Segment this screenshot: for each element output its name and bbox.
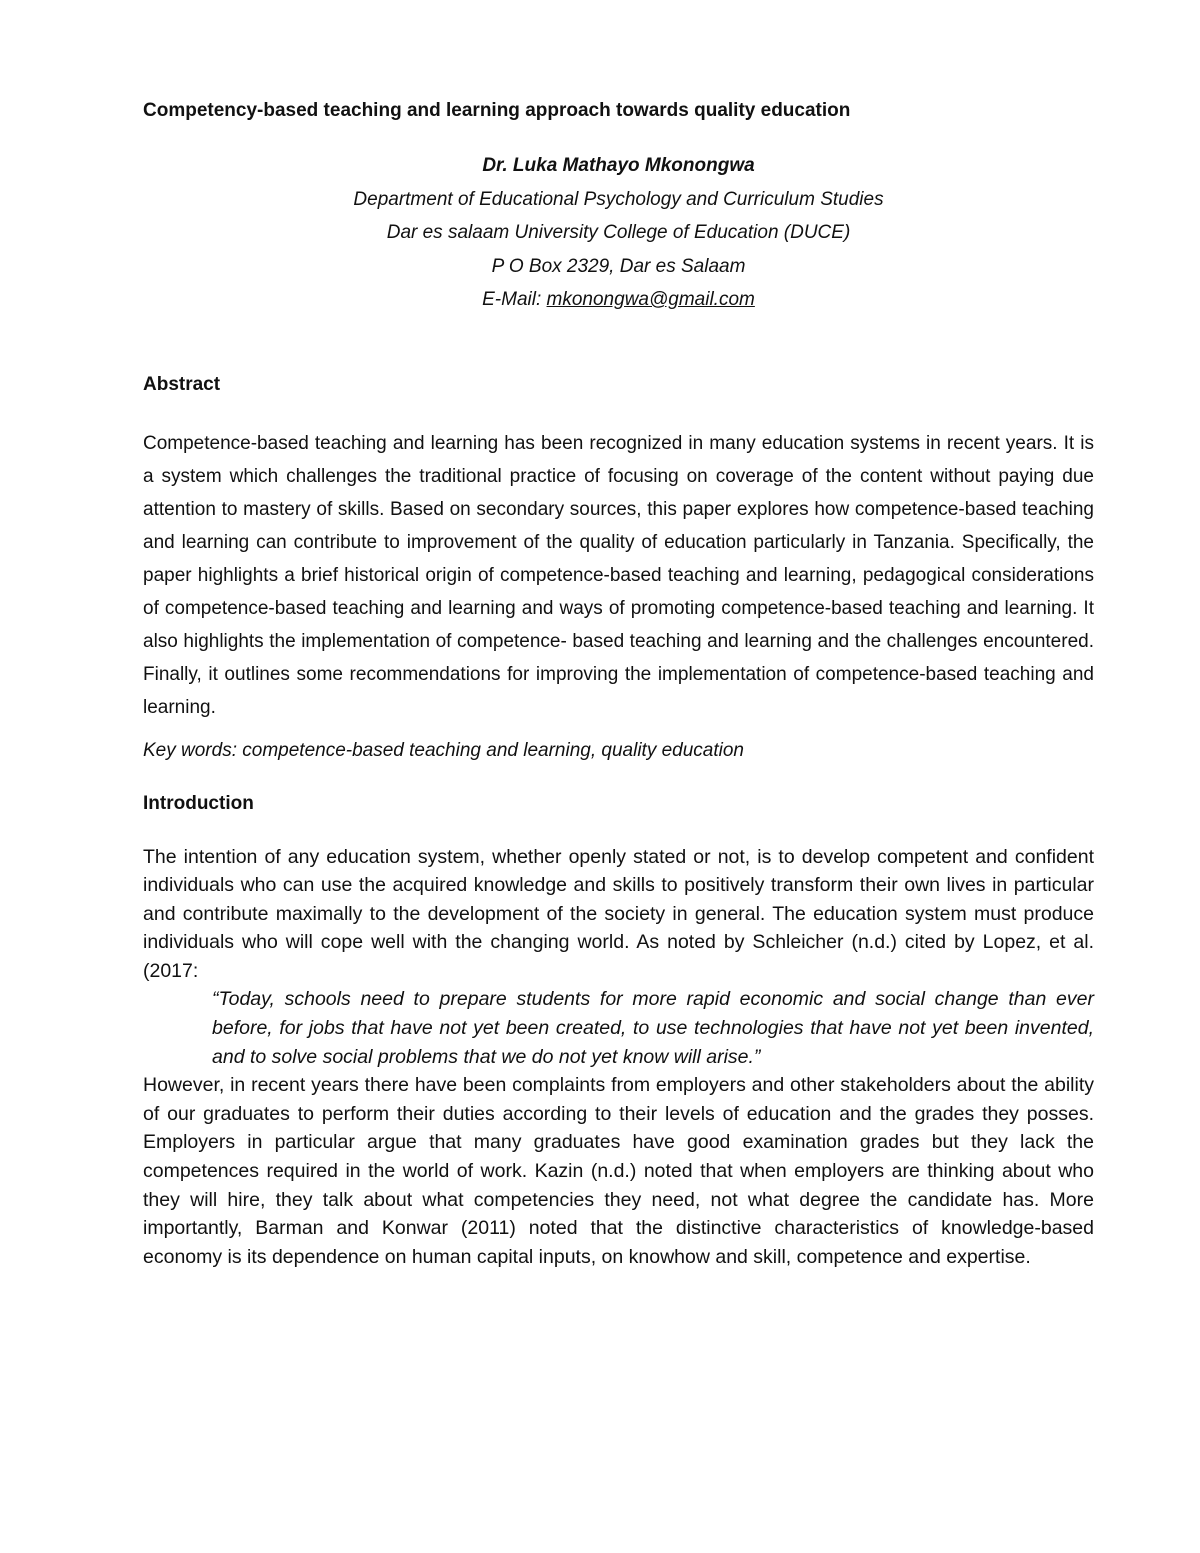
introduction-paragraph-2: However, in recent years there have been complaints from employers and other stakeholders about the ability of our graduates to perform their duties according to their levels of education and the grades they posses. Employers in particular argue that many graduates have good examination grades but they lack the competences required in the world of work. Kazin (n.d.) noted that when employers are thinking about who they will hire, they talk about what competencies they need, not what degree the candidate has. More importantly, Barman and Konwar (2011) noted that the distinctive characteristics of knowledge-based economy is its dependence on human capital inputs, on knowhow and skill, competence and expertise. xyxy=(143,1074,1094,1268)
abstract-heading: Abstract xyxy=(143,373,221,395)
keywords: Key words: competence-based teaching and learning, quality education xyxy=(143,739,744,761)
email-link[interactable]: mkonongwa@gmail.com xyxy=(546,289,755,310)
author-block xyxy=(143,149,1094,317)
document-page xyxy=(143,98,1094,1271)
author-name: Dr. Luka Mathayo Mkonongwa xyxy=(482,155,755,176)
email-label: E-Mail: xyxy=(482,289,547,310)
author-department: Department of Educational Psychology and Curriculum Studies xyxy=(353,188,884,210)
block-quote: “Today, schools need to prepare students for more rapid economic and social change than ever before, for jobs that have not yet been created, to use technologies that have not yet been invented, and to solve social problems that we do not yet know will arise.” xyxy=(212,988,1094,1068)
introduction-paragraph-1: The intention of any education system, whether openly stated or not, is to develop competent and confident individuals who can use the acquired knowledge and skills to positively transform their own lives in particular and contribute maximally to the development of the society in general. The education system must produce individuals who will cope well with the changing world. As noted by Schleicher (n.d.) cited by Lopez, et al. (2017: xyxy=(143,845,1094,982)
introduction-heading: Introduction xyxy=(143,792,254,814)
paper-title: Competency-based teaching and learning approach towards quality education xyxy=(143,100,851,121)
author-email-line xyxy=(143,283,1094,317)
author-address: P O Box 2329, Dar es Salaam xyxy=(491,255,746,277)
author-institution: Dar es salaam University College of Education (DUCE) xyxy=(386,222,851,243)
abstract-text: Competence-based teaching and learning has been recognized in many education systems in recent years. It is a system which challenges the traditional practice of focusing on coverage of the content without paying due attention to mastery of skills. Based on secondary sources, this paper explores how competence-based teaching and learning can contribute to improvement of the quality of education particularly in Tanzania. Specifically, the paper highlights a brief historical origin of competence-based teaching and learning, pedagogical considerations of competence-based teaching and learning and ways of promoting competence-based teaching and learning. It also highlights the implementation of competence- based teaching and learning and the challenges encountered. Finally, it outlines some recommendations for improving the implementation of competence-based teaching and learning. xyxy=(143,432,1094,718)
